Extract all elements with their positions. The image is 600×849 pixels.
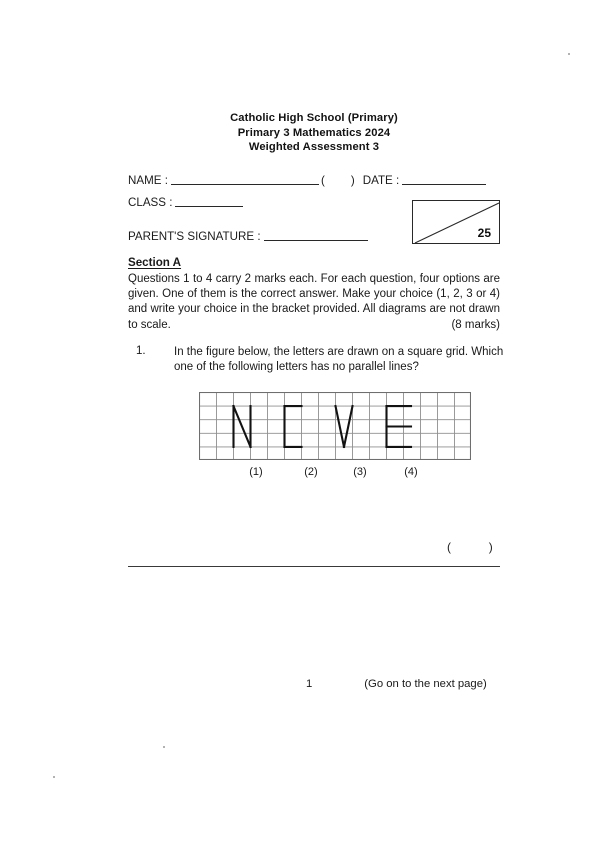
question-1-number: 1. [136,345,146,357]
index-close-paren: ) [350,174,355,187]
option-label-4[interactable]: (4) [404,466,418,478]
scan-speck [53,776,55,778]
signature-label: PARENT'S SIGNATURE : [128,230,261,243]
option-label-3[interactable]: (3) [353,466,367,478]
scan-speck [568,53,570,55]
class-input[interactable] [175,206,243,207]
index-open-paren: ( [320,174,325,187]
letter-e-option-4 [387,406,412,447]
page-footer [128,678,500,690]
question-1-figure [199,392,471,460]
question-1-text: In the figure below, the letters are drawn on a square grid. Which one of the following letters has no parallel lines? [174,346,504,373]
square-grid-letters-figure [199,392,471,460]
answer-bracket-close: ) [488,540,494,554]
continuation-note: (Go on to the next page) [364,678,487,690]
school-name: Catholic High School (Primary) [230,112,398,124]
letter-v-option-3 [336,406,353,447]
page-number: 1 [306,678,313,690]
section-marks-note: (8 marks) [451,318,500,331]
class-label: CLASS : [128,196,173,209]
question-1-answer-bracket[interactable] [447,540,494,554]
class-row [128,196,245,209]
signature-row [128,230,370,243]
question-1 [136,345,508,375]
question-1-option-labels [199,466,471,478]
name-input[interactable] [171,184,319,185]
date-input[interactable] [402,184,486,185]
answer-bracket-open: ( [447,540,452,554]
total-marks-value: 25 [477,226,491,240]
assessment-title: Weighted Assessment 3 [248,141,380,153]
grid-lines [200,393,471,460]
name-label: NAME : [128,174,168,187]
option-label-2[interactable]: (2) [304,466,318,478]
instructions-text: Questions 1 to 4 carry 2 marks each. For each question, four options are given. One of them is the correct answer. Make your choice (1, 2, 3 or 4) and write your choice in the bracket provided. All diagrams are not drawn to scale. [128,273,500,331]
date-label: DATE : [362,174,400,187]
signature-input[interactable] [264,240,368,241]
name-row [128,174,488,187]
section-a-heading-wrap [128,253,181,271]
total-marks-box [412,200,500,244]
section-instructions [128,272,500,333]
letter-c-option-2 [285,406,302,447]
school-header [128,111,500,155]
subject-level-year: Primary 3 Mathematics 2024 [237,126,391,139]
option-label-1[interactable]: (1) [249,466,263,478]
scan-speck [163,746,165,748]
section-divider [128,566,500,567]
section-heading: Section A [128,256,182,269]
grid-border [200,393,471,460]
letter-n-option-1 [234,406,251,447]
